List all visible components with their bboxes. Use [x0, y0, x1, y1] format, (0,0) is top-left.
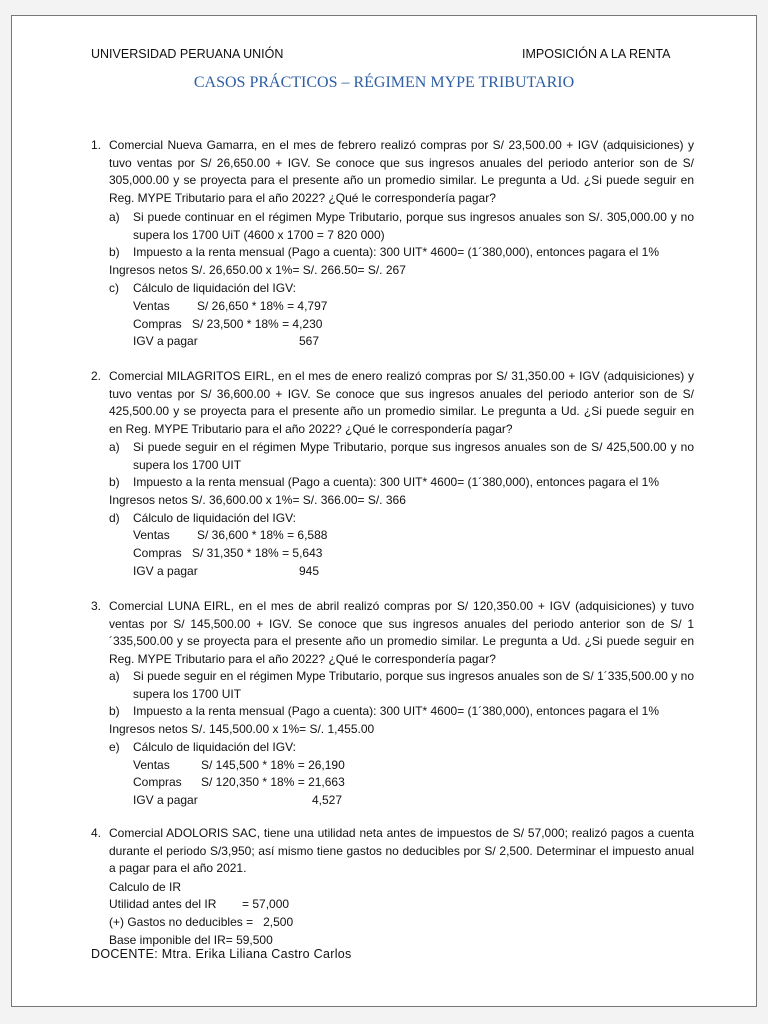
case2-b-text: Impuesto a la renta mensual (Pago a cuenta): 300 UIT* 4600= (1´380,000), entonces pagara el 1% [133, 475, 659, 489]
case3-b-letter: b) [109, 704, 120, 718]
case3-number: 3. [91, 599, 102, 613]
case2-statement: Comercial MILAGRITOS EIRL, en el mes de enero realizó compras por S/ 31,350.00 + IGV (adquisiciones) y tuvo ventas por S/ 36,600.00 + IGV. Se conoce que sus ingresos anuales del periodo anterior son de S/ 425,500.00 y se proyecta para el presente año un promedio similar. Le pregunta a Ud. ¿Si puede seguir en en Reg. MYPE Tributario para el año 2022? ¿Qué le correspondería pagar? [109, 369, 694, 436]
case3-compras-calc: S/ 120,350 * 18% = 21,663 [201, 775, 345, 789]
case2-b-letter: b) [109, 475, 120, 489]
case1-ventas-calc: S/ 26,650 * 18% = 4,797 [197, 299, 328, 313]
case3-igv-value: 4,527 [312, 793, 343, 807]
case3-b-text: Impuesto a la renta mensual (Pago a cuenta): 300 UIT* 4600= (1´380,000), entonces pagara el 1% [133, 704, 659, 718]
case1-ventas-label: Ventas [133, 299, 170, 313]
case4-base: Base imponible del IR= 59,500 [109, 933, 273, 947]
case3-ventas-label: Ventas [133, 758, 170, 772]
case1-number: 1. [91, 138, 102, 152]
case2-igv-value: 945 [299, 564, 320, 578]
case4-number: 4. [91, 826, 102, 840]
case2-ventas-calc: S/ 36,600 * 18% = 6,588 [197, 528, 328, 542]
case2-a-letter: a) [109, 440, 120, 454]
case3-e-letter: e) [109, 740, 120, 754]
case3-statement: Comercial LUNA EIRL, en el mes de abril realizó compras por S/ 120,350.00 + IGV (adquisiciones) y tuvo ventas por S/ 145,500.00 + IGV. Se conoce que sus ingresos anuales del periodo anterior son de S/ 1´335,500.00 y se proyecta para el presente año un promedio similar. Le pregunta a Ud. ¿Si puede seguir en Reg. MYPE Tributario para el año 2022? ¿Qué le correspondería pagar? [109, 599, 694, 666]
case3-ventas-calc: S/ 145,500 * 18% = 26,190 [201, 758, 345, 772]
case4-utilidad-label: Utilidad antes del IR [109, 897, 217, 911]
case1-igv-label: IGV a pagar [133, 334, 198, 348]
case2-ventas-label: Ventas [133, 528, 170, 542]
case3-compras-label: Compras [133, 775, 182, 789]
case4-statement: Comercial ADOLORIS SAC, tiene una utilidad neta antes de impuestos de S/ 57,000; realizó pagos a cuenta durante el periodo S/3,950; así mismo tiene gastos no deducibles por S/ 2,500. Determinar el impuesto anual a pagar para el año 2021. [109, 826, 694, 876]
case1-c-letter: c) [109, 281, 119, 295]
case1-ingresos: Ingresos netos S/. 26,650.00 x 1%= S/. 266.50= S/. 267 [109, 263, 406, 277]
case2-d-text: Cálculo de liquidación del IGV: [133, 511, 296, 525]
case1-compras-calc: S/ 23,500 * 18% = 4,230 [192, 317, 323, 331]
case1-b-letter: b) [109, 245, 120, 259]
page-title: CASOS PRÁCTICOS – RÉGIMEN MYPE TRIBUTARIO [193, 74, 575, 91]
case2-number: 2. [91, 369, 102, 383]
case1-c-text: Cálculo de liquidación del IGV: [133, 281, 296, 295]
case2-ingresos: Ingresos netos S/. 36,600.00 x 1%= S/. 366.00= S/. 366 [109, 493, 406, 507]
case1-igv-value: 567 [299, 334, 320, 348]
case2-d-letter: d) [109, 511, 120, 525]
case1-a-text: Si puede continuar en el régimen Mype Tributario, porque sus ingresos anuales son S/. 305,000.00 y no supera los 1700 UiT (4600 x 1700 = 7 820 000) [133, 210, 694, 242]
university-name: UNIVERSIDAD PERUANA UNIÓN [91, 47, 284, 61]
case4-gastos: (+) Gastos no deducibles = 2,500 [109, 915, 294, 929]
case2-igv-label: IGV a pagar [133, 564, 198, 578]
case1-compras-label: Compras [133, 317, 182, 331]
case3-ingresos: Ingresos netos S/. 145,500.00 x 1%= S/. 1,455.00 [109, 722, 375, 736]
case3-a-letter: a) [109, 669, 120, 683]
course-name: IMPOSICIÓN A LA RENTA [522, 47, 671, 61]
case2-a-text: Si puede seguir en el régimen Mype Tributario, porque sus ingresos anuales son de S/ 425,500.00 y no supera los 1700 UIT [133, 440, 694, 472]
case1-statement: Comercial Nueva Gamarra, en el mes de febrero realizó compras por S/ 23,500.00 + IGV (adquisiciones) y tuvo ventas por S/ 26,650.00 + IGV. Se conoce que sus ingresos anuales del periodo anterior son de S/ 305,000.00 y se proyecta para el presente año un promedio similar. Le pregunta a Ud. ¿Si puede seguir en Reg. MYPE Tributario para el año 2022? ¿Qué le correspondería pagar? [109, 138, 694, 205]
case3-a-text: Si puede seguir en el régimen Mype Tributario, porque sus ingresos anuales son de S/ 1´335,500.00 y no supera los 1700 UIT [133, 669, 694, 701]
case4-utilidad-value: = 57,000 [242, 897, 290, 911]
case3-igv-label: IGV a pagar [133, 793, 198, 807]
teacher-name: DOCENTE: Mtra. Erika Liliana Castro Carlos [91, 947, 352, 961]
case2-compras-label: Compras [133, 546, 182, 560]
case4-calc-title: Calculo de IR [109, 880, 182, 894]
case1-a-letter: a) [109, 210, 120, 224]
case3-e-text: Cálculo de liquidación del IGV: [133, 740, 296, 754]
case1-b-text: Impuesto a la renta mensual (Pago a cuenta): 300 UIT* 4600= (1´380,000), entonces pagara el 1% [133, 245, 659, 259]
case2-compras-calc: S/ 31,350 * 18% = 5,643 [192, 546, 323, 560]
